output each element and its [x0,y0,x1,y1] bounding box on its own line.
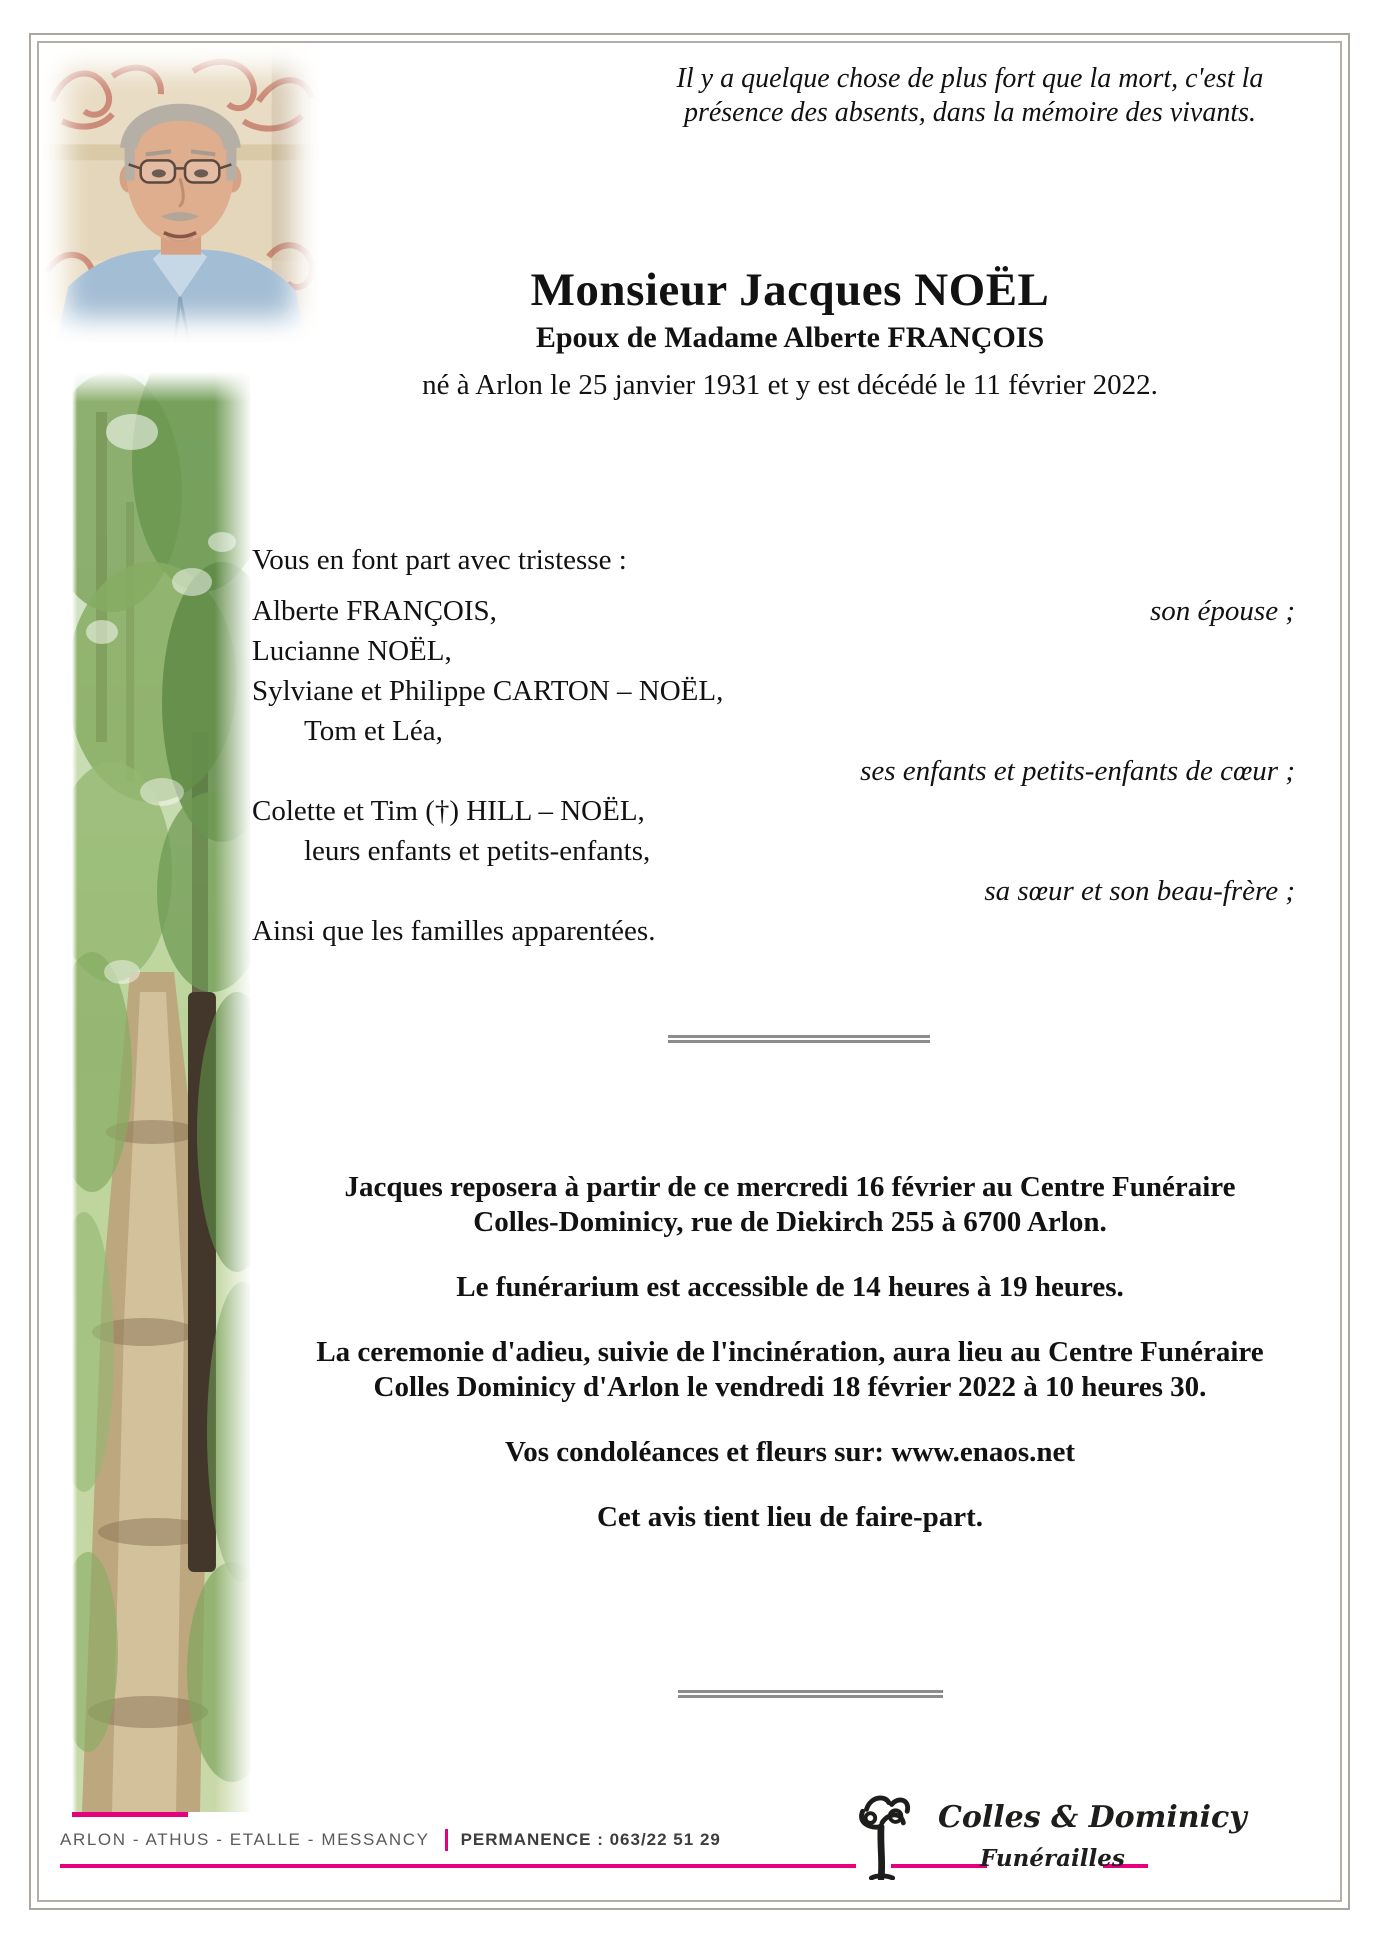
family-announcement [252,540,1295,951]
family-name: Ainsi que les familles apparentées. [252,915,656,947]
brand-name: Colles & Dominicy [938,1800,1247,1835]
family-row [252,711,1295,751]
detail-paragraph [252,1435,1328,1470]
title-block [252,264,1328,402]
detail-line: Le funérarium est accessible de 14 heures à 19 heures. [456,1271,1124,1303]
detail-line: Cet avis tient lieu de faire-part. [596,1501,984,1533]
page-title: Monsieur Jacques NOËL [530,264,1050,316]
family-row [252,871,1295,911]
detail-line: Vos condoléances et fleurs sur: www.enaos.net [504,1436,1076,1468]
family-row [252,831,1295,871]
spouse-line: Epoux de Madame Alberte FRANÇOIS [535,321,1045,354]
family-row [252,791,1295,831]
forest-illustration [72,372,250,1812]
separator-double-rule [678,1690,943,1698]
detail-line: Colles Dominicy d'Arlon le vendredi 18 février 2022 à 10 heures 30. [373,1371,1207,1403]
family-name: Colette et Tim (†) HILL – NOËL, [252,795,645,827]
family-name: Sylviane et Philippe CARTON – NOËL, [252,675,724,707]
family-name: Tom et Léa, [304,715,443,747]
forest-path-photo [72,372,250,1812]
life-dates: né à Arlon le 25 janvier 1931 et y est décédé le 11 février 2022. [422,369,1158,401]
family-relation: ses enfants et petits-enfants de cœur ; [860,755,1295,787]
detail-line: Colles-Dominicy, rue de Diekirch 255 à 6700 Arlon. [473,1206,1107,1238]
footer-accent-line [60,1864,856,1868]
family-intro: Vous en font part avec tristesse : [252,544,627,576]
family-row [252,671,1295,711]
family-relation: son épouse ; [1150,595,1295,627]
family-relation: sa sœur et son beau-frère ; [984,875,1295,907]
family-row [252,591,1295,631]
family-name: Lucianne NOËL, [252,635,452,667]
family-row [252,911,1295,951]
detail-paragraph [252,1335,1328,1405]
detail-line: La ceremonie d'adieu, suivie de l'incinération, aura lieu au Centre Funéraire [316,1336,1264,1368]
quote-line-2: présence des absents, dans la mémoire des vivants. [683,97,1257,128]
forest-photo-accent-line [72,1812,188,1817]
memorial-quote [600,62,1340,130]
family-row [252,751,1295,791]
family-name: leurs enfants et petits-enfants, [304,835,651,867]
family-name: Alberte FRANÇOIS, [252,595,497,627]
tree-icon [838,1788,926,1880]
funeral-details [252,1170,1328,1565]
detail-paragraph [252,1500,1328,1535]
detail-paragraph [252,1270,1328,1305]
footer-locations: ARLON - ATHUS - ETALLE - MESSANCY [60,1830,430,1849]
quote-line-1: Il y a quelque chose de plus fort que la mort, c'est la [676,63,1264,94]
family-row [252,631,1295,671]
footer-info [60,1827,721,1853]
footer-divider-bar [445,1829,448,1851]
detail-line: Jacques reposera à partir de ce mercredi 16 février au Centre Funéraire [344,1171,1236,1203]
separator-double-rule [668,1035,930,1043]
detail-paragraph [252,1170,1328,1240]
footer-permanence: PERMANENCE : 063/22 51 29 [460,1830,721,1849]
brand-subtitle: Funérailles [980,1845,1125,1872]
